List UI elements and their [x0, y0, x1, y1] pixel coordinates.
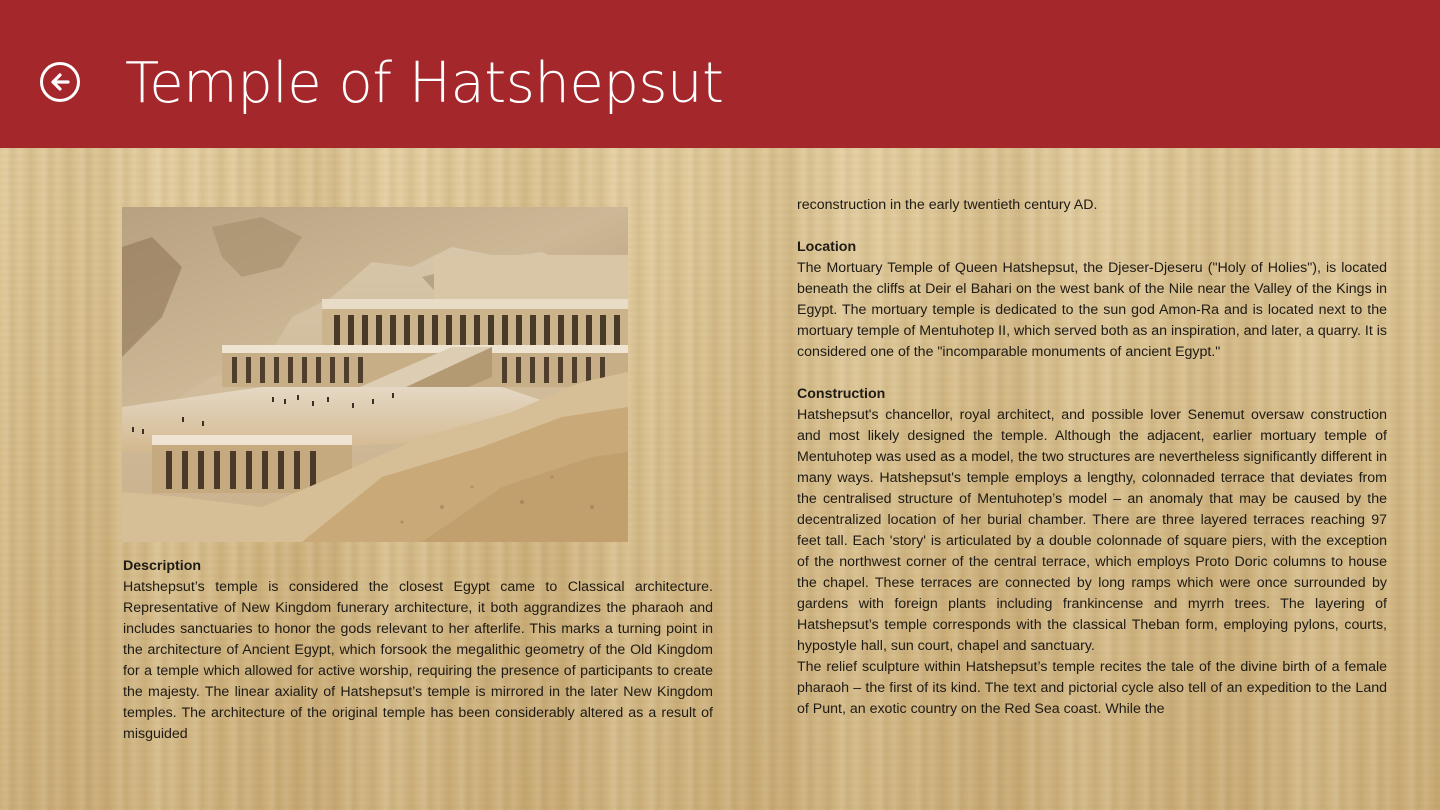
app-header: [0, 0, 1440, 148]
description-text: Hatshepsut’s temple is considered the closest Egypt came to Classical architecture. Representative of New Kingdom funerary architecture, it both aggrandizes the pharaoh and includes sanctuaries to honor the gods relevant to her afterlife. This marks a turning point in the architecture of Ancient Egypt, which forsook the megalithic geometry of the Old Kingdom for a temple which allowed for active worship, requiring the presence of participants to create the majesty. The linear axiality of Hatshepsut’s temple is mirrored in the later New Kingdom temples. The architecture of the original temple has been considerably altered as a result of misguided: [123, 579, 713, 742]
temple-photo: [122, 207, 628, 542]
construction-text-2: The relief sculpture within Hatshepsut’s temple recites the tale of the divine birth of a female pharaoh – the first of its kind. The text and pictorial cycle also tell of an expedition to the Land of Punt, an exotic country on the Red Sea coast. While the: [797, 659, 1387, 717]
location-heading: Location: [797, 239, 857, 255]
continuation-text: reconstruction in the early twentieth century AD.: [797, 197, 1098, 213]
page-title: Temple of Hatshepsut: [125, 51, 724, 116]
construction-text-1: Hatshepsut's chancellor, royal architect, and possible lover Senemut oversaw construction and most likely designed the temple. Although the adjacent, earlier mortuary temple of Mentuhotep was used as a model, the two structures are nevertheless significantly different in many ways. Hatshepsut's temple employs a lengthy, colonnaded terrace that deviates from the centralised structure of Mentuhotep’s model – an anomaly that may be caused by the decentralized location of her burial chamber. There are three layered terraces reaching 97 feet tall. Each 'story' is articulated by a double colonnade of square piers, with the exception of the northwest corner of the central terrace, which employs Proto Doric columns to house the chapel. These terraces are connected by long ramps which were once surrounded by gardens with foreign plants including frankincense and myrrh trees. The layering of Hatshepsut’s temple corresponds with the classical Theban form, employing pylons, courts, hypostyle hall, sun court, chapel and sanctuary.: [797, 407, 1387, 654]
details-section: [797, 195, 1387, 770]
description-section: [123, 556, 713, 796]
back-arrow-icon: [49, 71, 71, 93]
location-text: The Mortuary Temple of Queen Hatshepsut, the Djeser-Djeseru ("Holy of Holies"), is located beneath the cliffs at Deir el Bahari on the west bank of the Nile near the Valley of the Kings in Egypt. The mortuary temple is dedicated to the sun god Amon-Ra and is located next to the mortuary temple of Mentuhotep II, which served both as an inspiration, and later, a quarry. It is considered one of the "incomparable monuments of ancient Egypt.": [797, 260, 1387, 360]
construction-heading: Construction: [797, 386, 886, 402]
description-heading: Description: [123, 558, 202, 574]
back-button[interactable]: [40, 62, 80, 102]
